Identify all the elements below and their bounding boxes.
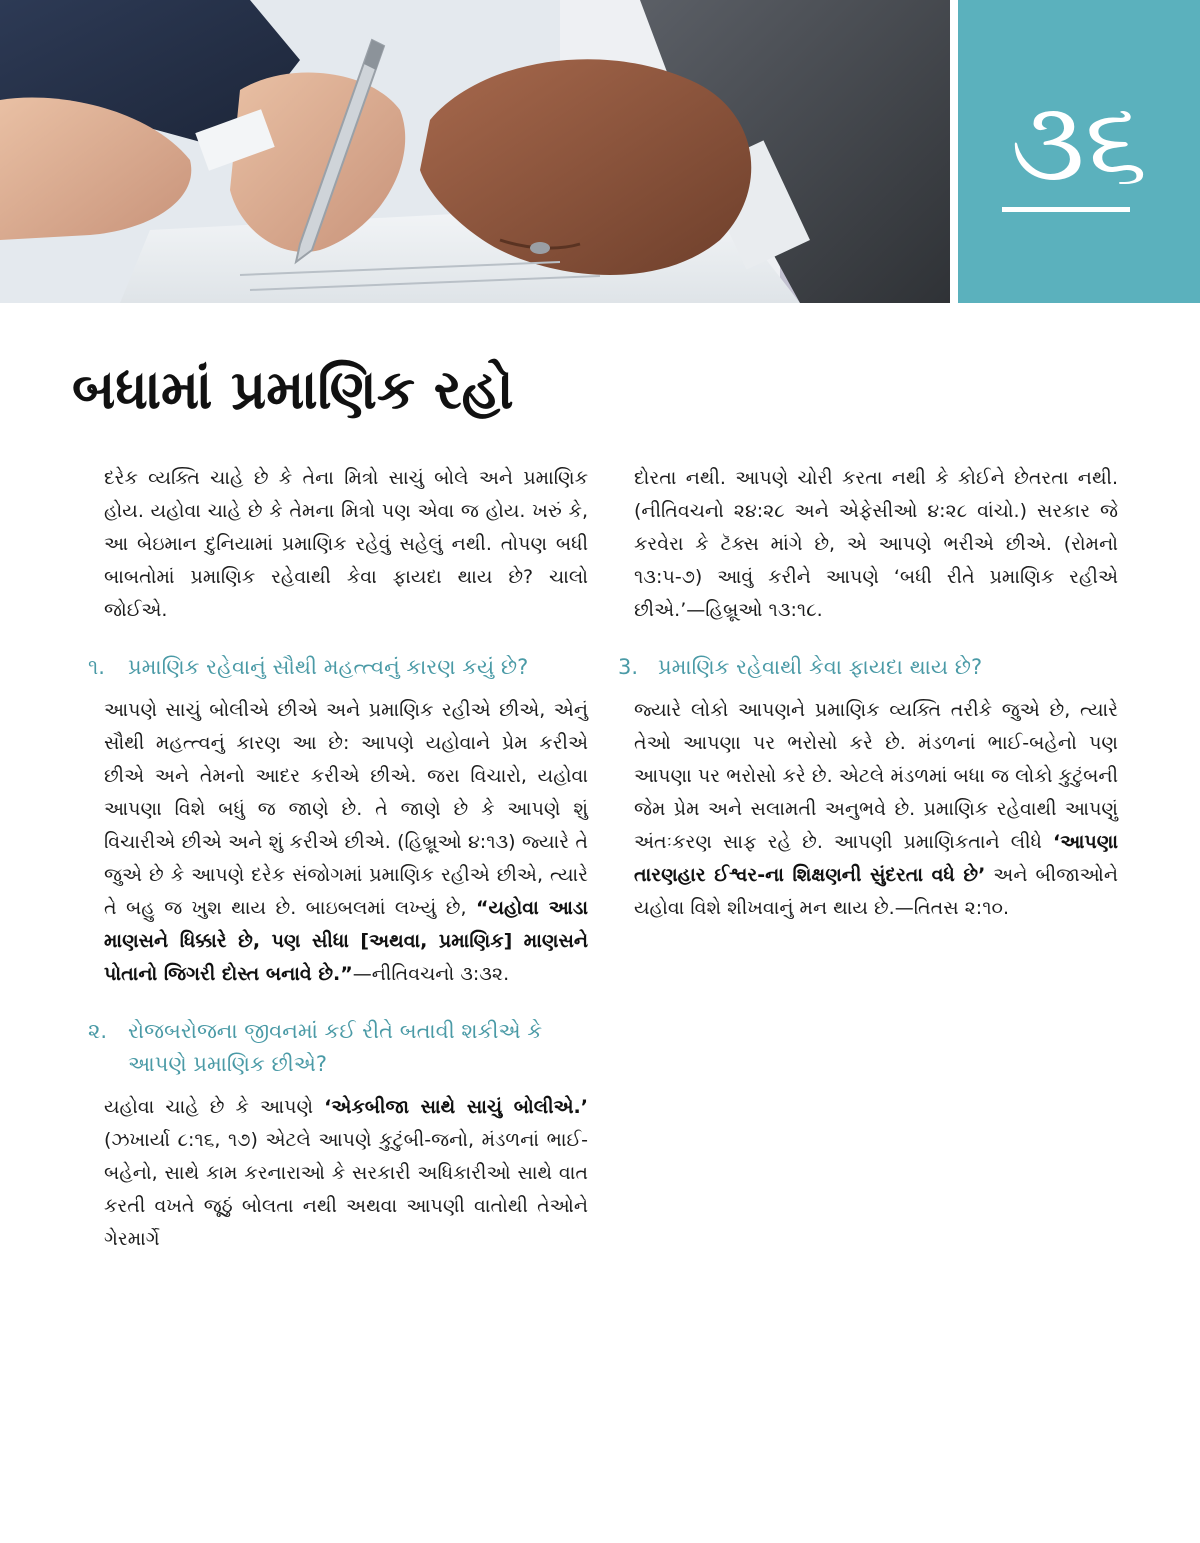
question-text: પ્રમાણિક રહેવાથી કેવા ફાયદા થાય છે? [658, 655, 983, 679]
question-2 [88, 1015, 588, 1081]
question-text: રોજબરોજના જીવનમાં કઈ રીતે બતાવી શકીએ કે આપણે પ્રમાણિક છીએ? [128, 1019, 543, 1076]
right-column [618, 462, 1118, 925]
question-number: 3. [618, 655, 639, 679]
lesson-number-badge [958, 0, 1200, 303]
answer-3-paragraph [634, 694, 1118, 925]
question-1 [88, 651, 588, 684]
scripture-reference: —નીતિવચનો ૩:૩૨. [352, 963, 510, 985]
answer-text-cont: (ઝખાર્યા ૮:૧૬, ૧૭) એટલે આપણે કુટુંબી-જનો, મંડળનાં ભાઈ-બહેનો, સાથે કામ કરનારાઓ કે સરકારી અધિકારીઓ સાથે વાત કરતી વખતે જૂઠું બોલતા નથી અથવા આપણી વાતોથી તેઓને ગેરમાર્ગે [104, 1129, 588, 1250]
question-number: ૨. [88, 1019, 108, 1043]
answer-text: જ્યારે લોકો આપણને પ્રમાણિક વ્યક્તિ તરીકે જુએ છે, ત્યારે તેઓ આપણા પર ભરોસો કરે છે. મંડળનાં ભાઈ-બહેનો પણ આપણા પર ભરોસો કરે છે. એટલે મંડળમાં બધા જ લોકો કુટુંબની જેમ પ્રેમ અને સલામતી અનુભવે છે. પ્રમાણિક રહેવાથી આપણું અંતઃકરણ સાફ રહે છે. આપણી પ્રમાણિકતાને લીધે [634, 699, 1118, 853]
answer-2-continuation: દોરતા નથી. આપણે ચોરી કરતા નથી કે કોઈને છેતરતા નથી. (નીતિવચનો ૨૪:૨૮ અને એફેસીઓ ૪:૨૮ વાંચો.) સરકાર જે કરવેરા કે ટૅક્સ માંગે છે, એ આપણે ભરીએ છીએ. (રોમનો ૧૩:૫-૭) આવું કરીને આપણે ‘બધી રીતે પ્રમાણિક રહીએ છીએ.’—હિબ્રૂઓ ૧૩:૧૮. [634, 467, 1118, 621]
page-title: બધામાં પ્રમાણિક રહો [72, 358, 514, 421]
scripture-quote: ‘એકબીજા સાથે સાચું બોલીએ.’ [324, 1096, 588, 1118]
answer-text-cont: અને બીજાઓને યહોવા વિશે શીખવાનું મન થાય છે.—તિતસ ૨:૧૦. [634, 864, 1118, 919]
answer-2-paragraph [104, 1091, 588, 1256]
intro-paragraph: દરેક વ્યક્તિ ચાહે છે કે તેના મિત્રો સાચું બોલે અને પ્રમાણિક હોય. યહોવા ચાહે છે કે તેમના મિત્રો પણ એવા જ હોય. ખરું કે, આ બેઇમાન દુનિયામાં પ્રમાણિક રહેવું સહેલું નથી. તોપણ બધી બાબતોમાં પ્રમાણિક રહેવાથી કેવા ફાયદા થાય છે? ચાલો જોઈએ. [104, 467, 588, 621]
handshake-contract-photo-icon [0, 0, 950, 303]
scripture-quote: ‘આપણા તારણહાર ઈશ્વર-ના શિક્ષણની સુંદરતા વધે છે’ [634, 831, 1118, 886]
left-column [88, 462, 588, 1256]
question-number: ૧. [88, 655, 105, 679]
scripture-quote: “યહોવા આડા માણસને ધિક્કારે છે, પણ સીધા [અથવા, પ્રમાણિક] માણસને પોતાનો જિગરી દોસ્ત બનાવે છે.” [104, 897, 589, 985]
question-3 [618, 651, 1118, 684]
answer-text: યહોવા ચાહે છે કે આપણે [104, 1096, 325, 1118]
question-text: પ્રમાણિક રહેવાનું સૌથી મહત્ત્વનું કારણ કયું છે? [128, 655, 529, 679]
hero-photo [0, 0, 950, 303]
lesson-number: ૩૬ [1010, 77, 1148, 207]
answer-1-paragraph [104, 694, 588, 991]
answer-text: આપણે સાચું બોલીએ છીએ અને પ્રમાણિક રહીએ છીએ, એનું સૌથી મહત્ત્વનું કારણ આ છે: આપણે યહોવાને પ્રેમ કરીએ છીએ અને તેમનો આદર કરીએ છીએ. જરા વિચારો, યહોવા આપણા વિશે બધું જ જાણે છે. તે જાણે છે કે આપણે શું વિચારીએ છીએ અને શું કરીએ છીએ. (હિબ્રૂઓ ૪:૧૩) જ્યારે તે જુએ છે કે આપણે દરેક સંજોગમાં પ્રમાણિક રહીએ છીએ, ત્યારે તે બહુ જ ખુશ થાય છે. બાઇબલમાં લખ્યું છે, [104, 699, 588, 919]
lesson-number-underline [1002, 207, 1130, 212]
